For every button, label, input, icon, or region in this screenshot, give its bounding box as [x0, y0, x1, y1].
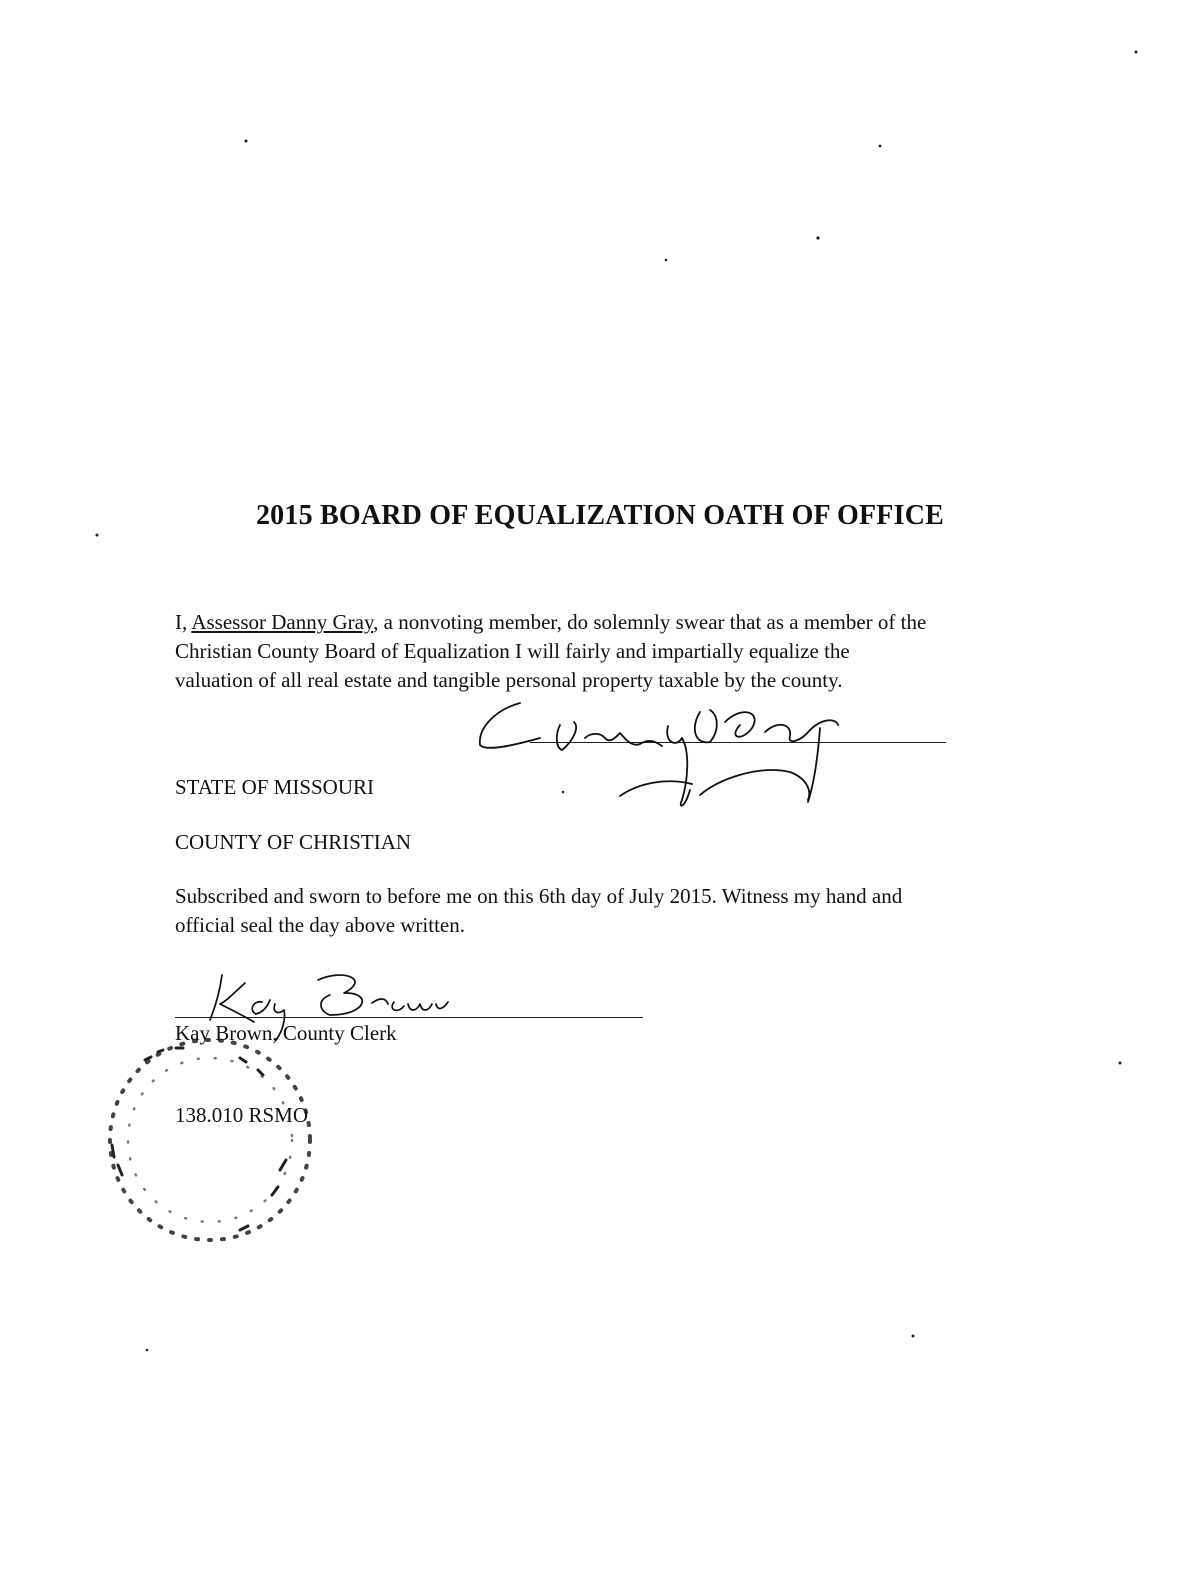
clerk-signature-image — [210, 975, 448, 1040]
member-name: Assessor Danny Gray — [191, 610, 374, 634]
clerk-name: Kay Brown, County Clerk — [175, 1021, 397, 1045]
oath-line-3: valuation of all real estate and tangible personal property taxable by the county. — [175, 668, 843, 692]
county-label: COUNTY OF CHRISTIAN — [175, 830, 412, 854]
state-label: STATE OF MISSOURI — [175, 775, 375, 799]
oath-prefix: I, — [175, 610, 192, 634]
scan-specks — [96, 51, 1138, 1352]
oath-line-1-rest: , a nonvoting member, do solemnly swear that as a member of the — [373, 610, 927, 634]
county-seal-stamp-icon — [110, 1040, 310, 1240]
statute-reference: 138.010 RSMO — [175, 1103, 309, 1127]
subscribed-line-2: official seal the day above written. — [175, 913, 466, 937]
subscribed-line-1: Subscribed and sworn to before me on this 6th day of July 2015. Witness my hand and — [175, 884, 903, 908]
oath-line-2: Christian County Board of Equalization I will fairly and impartially equalize the — [175, 639, 850, 663]
document-title: 2015 BOARD OF EQUALIZATION OATH OF OFFICE — [255, 500, 945, 531]
assessor-signature-image — [480, 703, 838, 806]
